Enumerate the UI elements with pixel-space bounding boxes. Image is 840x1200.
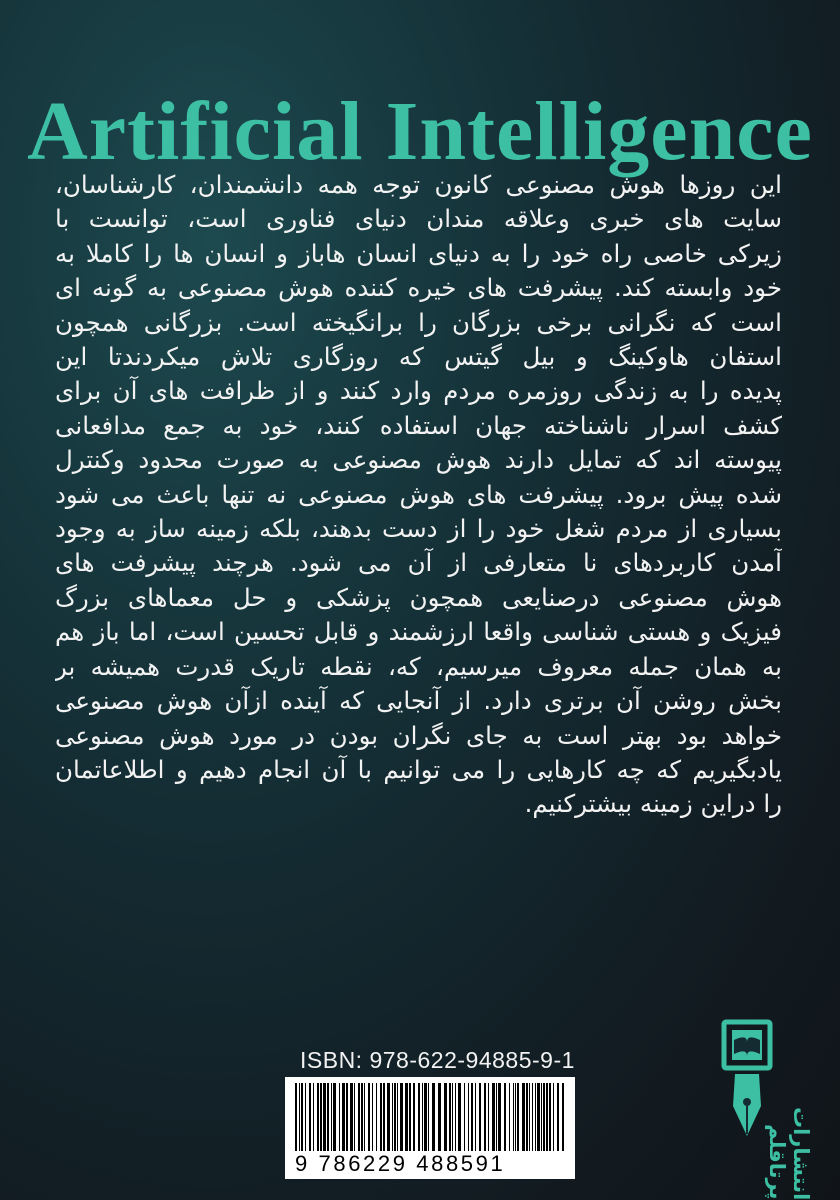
body-line: خواهد بود بهتر است به جای نگران بودن در مورد هوش مصنوعی: [55, 720, 782, 750]
body-line: به همان جمله معروف میرسیم، که، نقطه تاریک قدرت همیشه بر: [55, 651, 782, 681]
body-line: زیرکی خاصی راه خود را به دنیای انسان هاباز و انسان ها را کاملا به: [55, 238, 782, 268]
body-line: بخش روشن آن برتری دارد. از آنجایی که آینده ازآن هوش مصنوعی: [55, 686, 782, 716]
barcode: [285, 1077, 575, 1179]
publisher-name: انتشارات پرتاقلم: [765, 1106, 813, 1200]
body-line: سایت های خبری وعلاقه مندان دنیای فناوری است، توانست با: [55, 204, 782, 234]
back-cover-description: [55, 168, 782, 822]
body-line: خود وابسته کند. پیشرفت های خیره کننده هوش مصنوعی به گونه ای: [55, 273, 782, 303]
body-line: این روزها هوش مصنوعی کانون توجه همه دانشمندان، کارشناسان،: [55, 170, 782, 199]
body-line: آمدن کاربردهای نا متعارفی از آن می شود. هرچند پیشرفت های: [55, 548, 782, 578]
body-line: کشف اسرار ناشناخته جهان استفاده کنند، خود به جمع مدافعانی: [55, 410, 782, 440]
body-line: شده پیش برود. پیشرفت های هوش مصنوعی نه تنها باعث می شود: [55, 479, 782, 509]
barcode-digits: 9 786229 488591: [293, 1151, 569, 1177]
body-line: فیزیک و هستی شناسی واقعا ارزشمند و قابل تحسین است، اما باز هم: [55, 617, 782, 647]
body-line: استفان هاوکینگ و بیل گیتس که روزگاری تلاش میکردندتا این: [55, 342, 782, 372]
body-line: یادبگیریم که چه کارهایی را می توانیم با آن انجام دهیم و اطلاعاتمان: [55, 754, 782, 784]
book-title: Artificial Intelligence: [27, 85, 813, 179]
isbn-label: ISBN: 978-622-94885-9-1: [300, 1047, 575, 1073]
body-line: هوش مصنوعی درصنایعی همچون پزشکی و حل معماهای بزرگ: [55, 582, 782, 612]
body-line: پدیده را به زندگی روزمره مردم وارد کنند و از ظرافت های آن برای: [55, 376, 782, 406]
body-line: بسیاری از مردم شغل خود را از دست بدهند، بلکه زمینه ساز به وجود: [55, 514, 782, 544]
barcode-icon: [295, 1083, 565, 1153]
body-line: پیوسته اند که تمایل دارند هوش مصنوعی به صورت محدود وکنترل: [55, 445, 782, 475]
body-line: است که نگرانی برخی بزرگان را برانگیخته است. بزرگانی همچون: [55, 307, 782, 337]
body-line: را دراین زمینه بیشترکنیم.: [524, 789, 782, 819]
